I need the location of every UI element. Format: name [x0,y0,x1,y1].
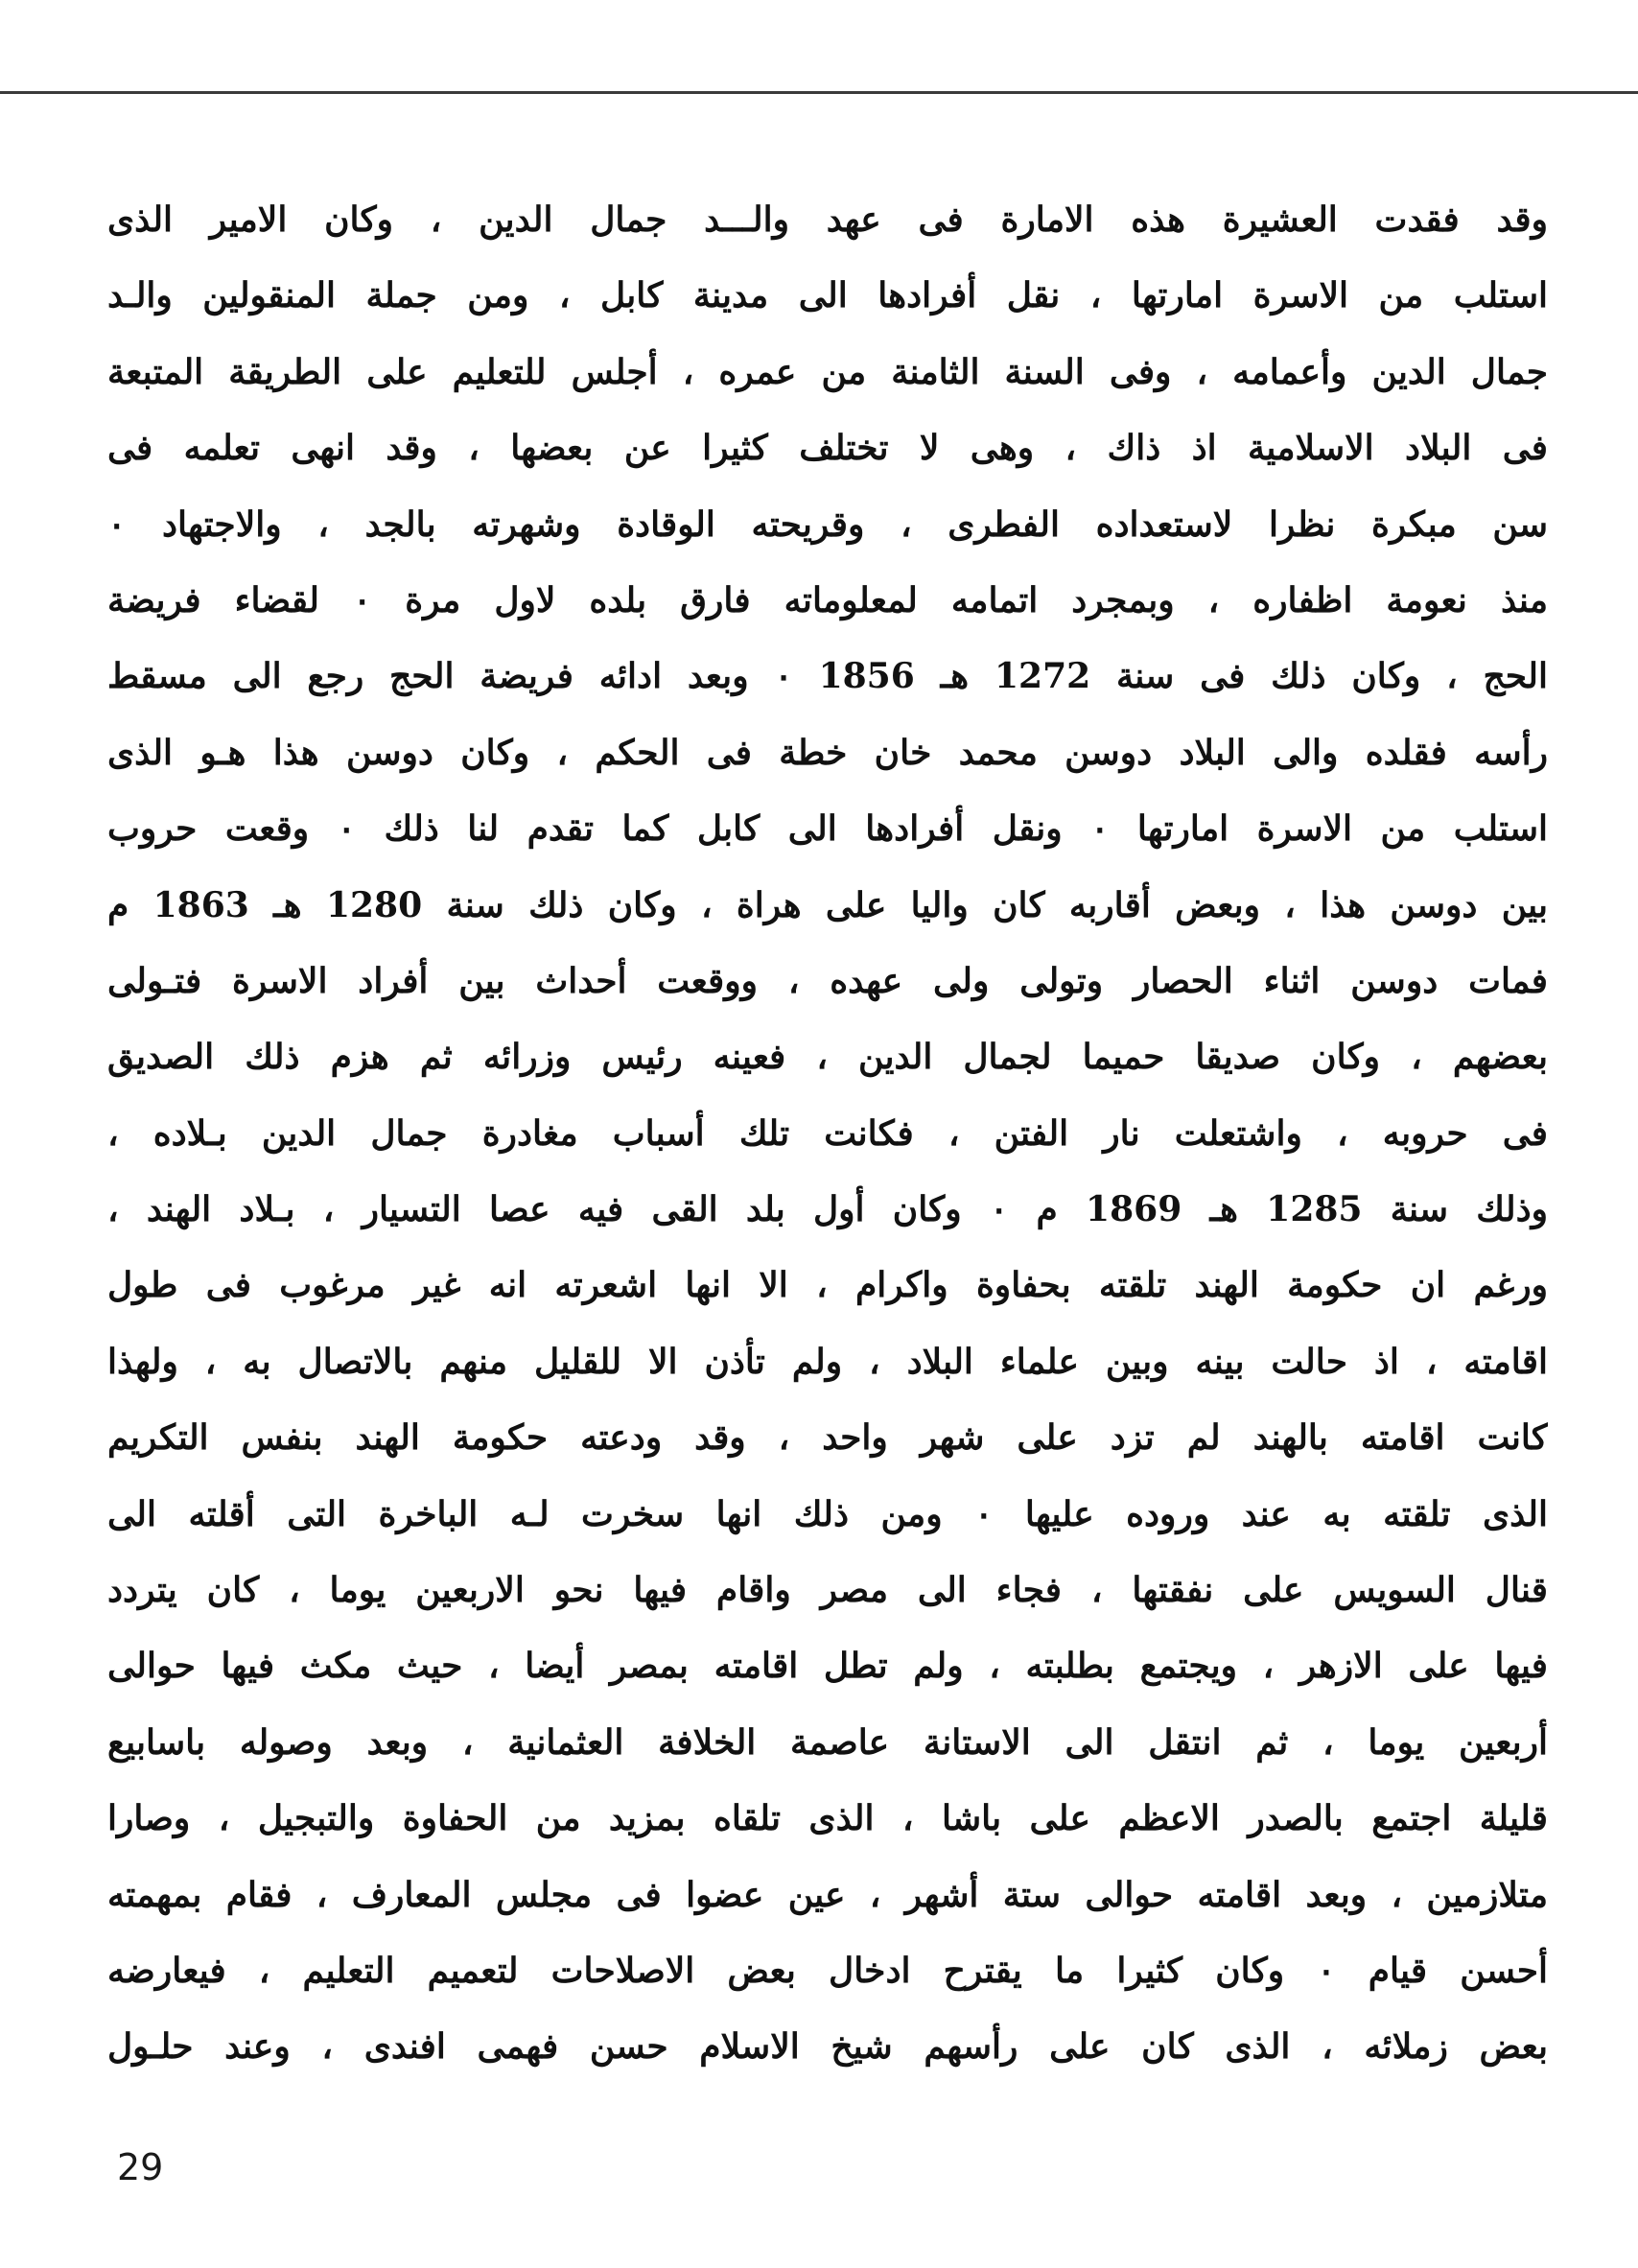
text-line: قنال السويس على نفقتها ، فجاء الى مصر واقام فيها نحو الاربعين يوما ، كان يتردد [107,1570,1548,1611]
text-line: رأسه فقلده والى البلاد دوسن محمد خان خطة فى الحكم ، وكان دوسن هذا هـو الذى [107,732,1548,773]
text-line: فى حروبه ، واشتعلت نار الفتن ، فكانت تلك أسباب مغادرة جمال الدين بـلاده ، [107,1112,1548,1154]
text-line: كانت اقامته بالهند لم تزد على شهر واحد ، وقد ودعته حكومة الهند بنفس التكريم [107,1417,1548,1459]
text-line: وذلك سنة 1285 هـ 1869 م ٠ وكان أول بلد القى فيه عصا التسيار ، بـلاد الهند ، [107,1189,1548,1230]
text-line: فى البلاد الاسلامية اذ ذاك ، وهى لا تختلف كثيرا عن بعضها ، وقد انهى تعلمه فى [107,428,1548,469]
text-line: اقامته ، اذ حالت بينه وبين علماء البلاد ، ولم تأذن الا للقليل منهم بالاتصال به ، ولهذا [107,1341,1548,1382]
text-line: جمال الدين وأعمامه ، وفى السنة الثامنة من عمره ، أجلس للتعليم على الطريقة المتبعة [107,351,1548,392]
text-line: استلب من الاسرة امارتها ، نقل أفرادها الى مدينة كابل ، ومن جملة المنقولين والـد [107,275,1548,316]
text-line: بعضهم ، وكان صديقا حميما لجمال الدين ، فعينه رئيس وزرائه ثم هزم ذلك الصديق [107,1037,1548,1078]
text-line: فيها على الازهر ، ويجتمع بطلبته ، ولم تطل اقامته بمصر أيضا ، حيث مكث فيها حوالى [107,1646,1548,1687]
top-rule [0,91,1638,94]
text-line: الذى تلقته به عند وروده عليها ٠ ومن ذلك انها سخرت لـه الباخرة التى أقلته الى [107,1493,1548,1534]
page-body-text [107,182,1548,2086]
text-line: قليلة اجتمع بالصدر الاعظم على باشا ، الذى تلقاه بمزيد من الحفاوة والتبجيل ، وصارا [107,1798,1548,1839]
text-line: بعض زملائه ، الذى كان على رأسهم شيخ الاسلام حسن فهمى افندى ، وعند حلـول [107,2026,1548,2068]
text-line: أربعين يوما ، ثم انتقل الى الاستانة عاصمة الخلافة العثمانية ، وبعد وصوله باسابيع [107,1721,1548,1763]
text-line: ورغم ان حكومة الهند تلقته بحفاوة واكرام ، الا انها اشعرته انه غير مرغوب فى طول [107,1265,1548,1306]
text-line: استلب من الاسرة امارتها ٠ ونقل أفرادها الى كابل كما تقدم لنا ذلك ٠ وقعت حروب [107,808,1548,850]
text-line: منذ نعومة اظفاره ، وبمجرد اتمامه لمعلوماته فارق بلده لاول مرة ٠ لقضاء فريضة [107,579,1548,620]
text-line: بين دوسن هذا ، وبعض أقاربه كان واليا على هراة ، وكان ذلك سنة 1280 هـ 1863 م [107,884,1548,925]
text-line: وقد فقدت العشيرة هذه الامارة فى عهد والـــد جمال الدين ، وكان الامير الذى [107,199,1548,240]
text-line: فمات دوسن اثناء الحصار وتولى ولى عهده ، ووقعت أحداث بين أفراد الاسرة فتـولى [107,960,1548,1001]
text-line: سن مبكرة نظرا لاستعداده الفطرى ، وقريحته الوقادة وشهرته بالجد ، والاجتهاد ٠ [107,503,1548,545]
text-line: أحسن قيام ٠ وكان كثيرا ما يقترح ادخال بعض الاصلاحات لتعميم التعليم ، فيعارضه [107,1950,1548,1991]
text-line: متلازمين ، وبعد اقامته حوالى ستة أشهر ، عين عضوا فى مجلس المعارف ، فقام بمهمته [107,1874,1548,1915]
text-line: الحج ، وكان ذلك فى سنة 1272 هـ 1856 ٠ وبعد ادائه فريضة الحج رجع الى مسقط [107,656,1548,697]
page-number: 29 [117,2146,164,2188]
